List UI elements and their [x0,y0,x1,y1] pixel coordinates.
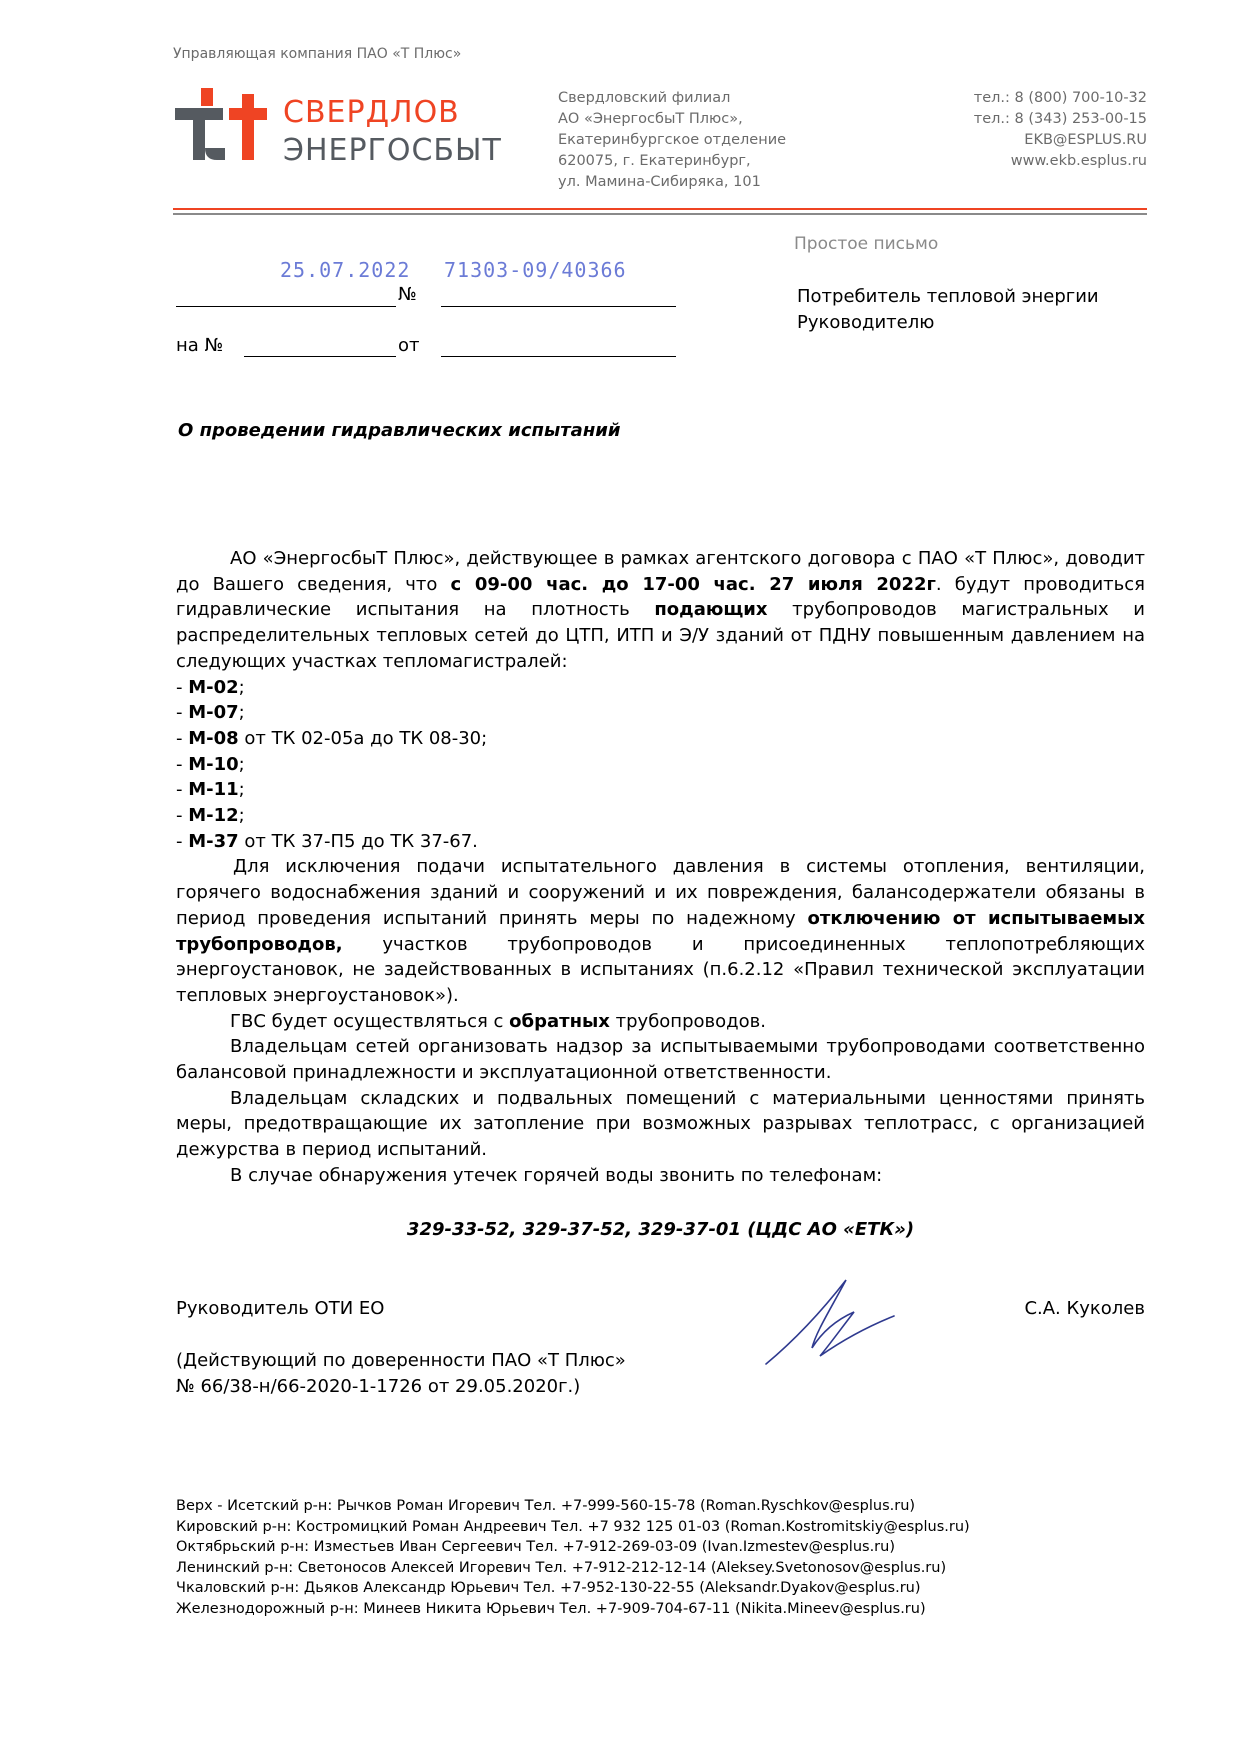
phone-line: тел.: 8 (343) 253-00-15 [973,111,1147,127]
paragraph [176,854,1145,1008]
contact-line: Железнодорожный р-н: Минеев Никита Юрьевич Тел. +7-909-704-67-11 (Nikita.Mineev@esplus.ru) [176,1600,926,1617]
section-code: М-37 [188,830,239,852]
recipient [797,284,1099,336]
list-item: - М-37 от ТК 37-П5 до ТК 37-67. [176,830,478,852]
section-code: М-02 [188,676,239,698]
text: Для исключения подачи испытательного давления в системы отопления, вентиляции, горячего водоснабжения зданий и сооружений и их повреждения, балансодержатели обязаны в период проведения испытаний принять меры по надежному [176,856,1145,929]
header-rule-orange [173,208,1147,210]
branch-line: 620075, г. Екатеринбург, [558,153,751,169]
section-code: М-11 [188,779,239,801]
header-rule-grey [173,213,1147,215]
branch-line: Свердловский филиал [558,90,731,106]
text: . будут проводиться гидравлические испытания на плотность [176,573,1145,621]
test-period: с 09-00 час. до 17-00 час. 27 июля 2022г [450,573,936,595]
recipient-line: Потребитель тепловой энергии [797,286,1099,307]
number-stamp: 71303-09/40366 [444,258,627,282]
signer-name: С.А. Куколев [1024,1298,1145,1319]
section-detail: от ТК 37-П5 до ТК 37-67. [238,830,478,852]
text: ГВС будет осуществляться с [230,1010,510,1032]
ref-number-label: на № [176,335,224,356]
paragraph: Владельцам складских и подвальных помещений с материальными ценностями принять меры, предотвращающие их затопление при возможных разрывах теплотрасс, с организацией дежурства в период испытаний. [176,1087,1145,1161]
section-detail: ; [238,676,245,698]
phone-line: тел.: 8 (800) 700-10-32 [973,90,1147,106]
ref-date-line [441,356,676,357]
section-code: М-07 [188,702,239,724]
branch-line: Екатеринбургское отделение [558,132,787,148]
handwritten-signature [760,1270,900,1380]
date-line [176,306,396,307]
letter-body [176,546,1145,1189]
text: участков трубопроводов и присоединенных теплопотребляющих энергоустановок, не задействованных в испытаниях (п.6.2.12 «Правил технической эксплуатации тепловых энергоустановок»). [176,933,1145,1006]
text: трубопроводов. [609,1010,766,1032]
branch-line: ул. Мамина-Сибиряка, 101 [558,174,761,190]
text: трубопроводов магистральных и распределительных тепловых сетей до ЦТП, ИТП и Э/У зданий от ПДНУ повышенным давлением на следующих участках тепломагистралей: [176,599,1145,672]
managing-company: Управляющая компания ПАО «Т Плюс» [173,46,462,62]
list-item: - М-11; [176,779,245,801]
logo-line-2: ЭНЕРГОСБЫТ [283,133,502,168]
number-label: № [398,284,417,305]
date-stamp: 25.07.2022 [280,258,411,282]
section-code: М-12 [188,805,239,827]
paragraph [176,1009,1145,1035]
list-item: - М-07; [176,702,245,724]
section-detail: от ТК 02-05а до ТК 08-30; [238,727,488,749]
mail-type: Простое письмо [794,234,939,254]
emphasis: отключению от испытываемых трубопроводов, [176,907,1145,955]
ref-number-line [244,356,396,357]
section-detail: ; [238,753,245,775]
section-list [176,675,1145,855]
signer-role: Руководитель ОТИ ЕО [176,1298,385,1319]
pipe-type: подающих [654,599,768,621]
branch-line: АО «ЭнергосбыТ Плюс», [558,111,743,127]
paragraph: Владельцам сетей организовать надзор за испытываемыми трубопроводами соответственно балансовой принадлежности и эксплуатационной ответственности. [176,1036,1145,1084]
list-item: - М-12; [176,805,245,827]
number-line [441,306,676,307]
proxy-line: (Действующий по доверенности ПАО «Т Плюс» [176,1350,626,1371]
website-line: www.ekb.esplus.ru [1010,153,1147,169]
section-detail: ; [238,702,245,724]
paragraph [176,546,1145,675]
email-line: EKB@ESPLUS.RU [1024,132,1147,148]
section-detail: ; [238,805,245,827]
emphasis: обратных [509,1010,610,1032]
logo-wordmark [283,94,502,170]
logo-line-1: СВЕРДЛОВ [283,95,460,130]
contact-line: Чкаловский р-н: Дьяков Александр Юрьевич Тел. +7-952-130-22-55 (Aleksandr.Dyakov@esplus.ru) [176,1580,921,1597]
contact-line: Верх - Исетский р-н: Рычков Роман Игоревич Тел. +7-999-560-15-78 (Roman.Ryschkov@esplus.ru) [176,1498,916,1514]
proxy-note [176,1348,626,1400]
district-contacts [176,1496,970,1620]
company-contacts [974,88,1147,172]
section-detail: ; [238,779,245,801]
text: АО «ЭнергосбыТ Плюс», действующее в рамках агентского договора с ПАО «Т Плюс», доводит до Вашего сведения, что [176,548,1145,595]
t-plus-logo-icon [171,86,271,164]
list-item: - М-08 от ТК 02-05а до ТК 08-30; [176,727,488,749]
ref-date-label: от [398,335,420,356]
section-code: М-08 [188,727,239,749]
emergency-phones: 329-33-52, 329-37-52, 329-37-01 (ЦДС АО «ЕТК») [406,1219,915,1240]
proxy-line: № 66/38-н/66-2020-1-1726 от 29.05.2020г.) [176,1376,581,1397]
contact-line: Кировский р-н: Костромицкий Роман Андреевич Тел. +7 932 125 01-03 (Roman.Kostromitskiy@esplus.ru) [176,1518,970,1535]
list-item: - М-02; [176,676,245,698]
recipient-line: Руководителю [797,312,935,333]
branch-address [558,88,786,193]
paragraph: В случае обнаружения утечек горячей воды звонить по телефонам: [230,1164,883,1186]
letter-subject: О проведении гидравлических испытаний [178,420,621,441]
contact-line: Октябрьский р-н: Изместьев Иван Сергеевич Тел. +7-912-269-03-09 (Ivan.Izmestev@esplus.ru) [176,1539,895,1556]
contact-line: Ленинский р-н: Светоносов Алексей Игоревич Тел. +7-912-212-12-14 (Aleksey.Svetonosov@esplus.ru) [176,1559,947,1576]
section-code: М-10 [188,753,239,775]
list-item: - М-10; [176,753,245,775]
